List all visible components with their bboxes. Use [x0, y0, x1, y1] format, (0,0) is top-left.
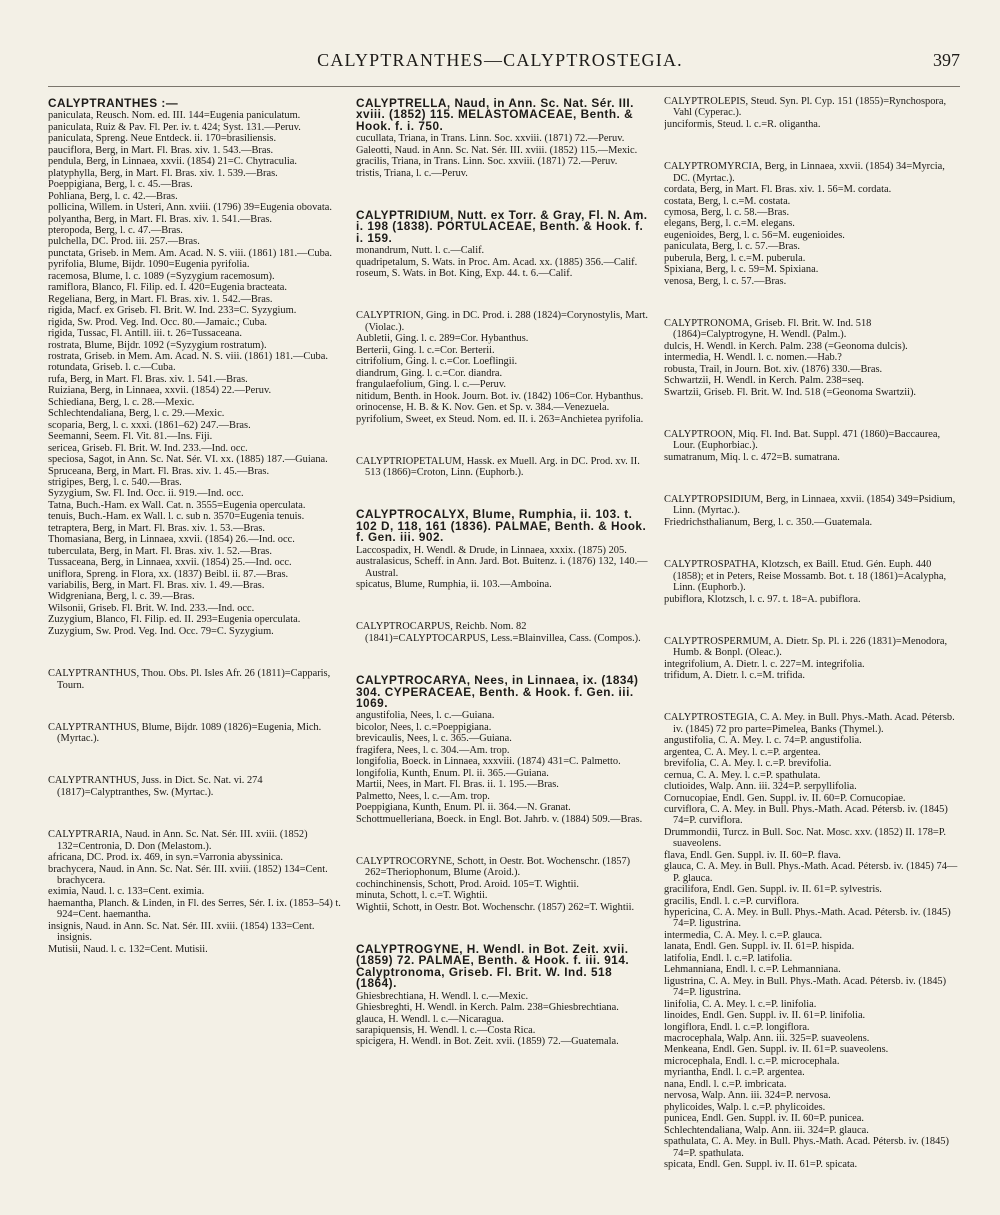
index-entry: Thomasiana, Berg, in Linnaea, xxvii. (1854) 26.—Ind. occ.	[48, 534, 295, 546]
index-entry: Galeotti, Naud. in Ann. Sc. Nat. Sér. III. xviii. (1852) 115.—Mexic.	[356, 144, 638, 156]
entry-spacer	[356, 435, 652, 445]
index-entry: Pohliana, Berg, l. c. 42.—Bras.	[48, 190, 178, 202]
index-entry: spathulata, C. A. Mey. in Bull. Phys.-Math. Acad. Pétersb. iv. (1845) 74=P. spathulata.	[664, 1136, 949, 1159]
index-entry: Martii, Nees, in Mart. Fl. Bras. ii. 1. 195.—Bras.	[356, 779, 559, 791]
index-entry: pauciflora, Berg, in Mart. Fl. Bras. xiv. 1. 543.—Bras.	[48, 144, 274, 156]
index-entry: Wightii, Schott, in Oestr. Bot. Wochenschr. (1857) 262=T. Wightii.	[356, 901, 635, 913]
index-entry: monandrum, Nutt. l. c.—Calif.	[356, 245, 485, 257]
index-entry: citrifolium, Ging. l. c.=Cor. Loeflingii.	[356, 356, 518, 368]
index-entry: Poeppigiana, Kunth, Enum. Pl. ii. 364.—N. Granat.	[356, 802, 571, 814]
genus-heading: CALYPTROCARYA, Nees, in Linnaea, ix. (1834) 304. CYPERACEAE, Benth. & Hook. f. Gen. iii. 1069.	[356, 673, 639, 710]
index-entry: eximia, Naud. l. c. 133=Cent. eximia.	[48, 886, 205, 898]
entry-spacer	[48, 701, 344, 711]
index-entry: glauca, C. A. Mey. in Bull. Phys.-Math. Acad. Pétersb. iv. (1845) 74—P. glauca.	[664, 861, 958, 884]
index-entry: gracilis, Triana, in Trans. Linn. Soc. xxviii. (1871) 72.—Peruv.	[356, 156, 618, 168]
index-entry: quadripetalum, S. Wats. in Proc. Am. Acad. xx. (1885) 356.—Calif.	[356, 256, 638, 268]
index-entry: nana, Endl. l. c.=P. imbricata.	[664, 1078, 787, 1090]
index-entry: Widgreniana, Berg, l. c. 39.—Bras.	[48, 591, 195, 603]
entry-spacer	[356, 190, 652, 200]
index-entry: longifolia, Boeck. in Linnaea, xxxviii. (1874) 431=C. Palmetto.	[356, 756, 621, 768]
index-entry: curviflora, C. A. Mey. in Bull. Phys.-Math. Acad. Pétersb. iv. (1845) 74=P. curviflora.	[664, 803, 948, 827]
genus-heading: CALYPTRANTHES :—	[48, 96, 179, 110]
index-entry: fragifera, Nees, l. c. 304.—Am. trop.	[356, 744, 510, 756]
index-entry: paniculata, Spreng. Neue Entdeck. ii. 170=brasiliensis.	[48, 133, 277, 145]
index-entry: diandrum, Ging. l. c.=Cor. diandra.	[356, 367, 503, 379]
index-entry: rotundata, Griseb. l. c.—Cuba.	[48, 362, 176, 374]
index-entry: Spruceana, Berg, in Mart. Fl. Bras. xiv. 1. 45.—Bras.	[48, 465, 270, 477]
index-entry: polyantha, Berg, in Mart. Fl. Bras. xiv. 1. 541.—Bras.	[48, 213, 272, 225]
index-entry: spicata, Endl. Gen. Suppl. iv. II. 61=P. spicata.	[664, 1159, 858, 1170]
entry-spacer	[664, 692, 960, 702]
entry-spacer	[356, 655, 652, 665]
page-number: 397	[933, 50, 960, 70]
index-entry: rigida, Sw. Prod. Veg. Ind. Occ. 80.—Jamaic.; Cuba.	[48, 316, 268, 328]
index-entry: lanata, Endl. Gen. Suppl. iv. II. 61=P. hispida.	[664, 941, 855, 953]
index-entry: nervosa, Walp. Ann. iii. 324=P. nervosa.	[664, 1090, 831, 1102]
index-entry: CALYPTRARIA, Naud. in Ann. Sc. Nat. Sér. III. xviii. (1852) 132=Centronia, D. Don (Melastom.).	[48, 829, 308, 852]
index-entry: tetraptera, Berg, in Mart. Fl. Bras. xiv. 1. 53.—Bras.	[48, 522, 266, 534]
index-entry: Aubletii, Ging. l. c. 289=Cor. Hybanthus.	[356, 333, 529, 345]
index-entry: Tatna, Buch.-Ham. ex Wall. Cat. n. 3555=Eugenia operculata.	[48, 499, 306, 511]
index-entry: Poeppigiana, Berg, l. c. 45.—Bras.	[48, 179, 193, 191]
index-entry: Palmetto, Nees, l. c.—Am. trop.	[356, 790, 490, 802]
index-entry: Swartzii, Griseb. Fl. Brit. W. Ind. 518 (=Geonoma Swartzii).	[664, 386, 917, 398]
index-entry: Zuzygium, Sw. Prod. Veg. Ind. Occ. 79=C. Syzygium.	[48, 625, 274, 637]
index-entry: eugenioides, Berg, l. c. 56=M. eugenioides.	[664, 229, 845, 241]
entry-spacer	[664, 539, 960, 549]
index-entry: CALYPTROLEPIS, Steud. Syn. Pl. Cyp. 151 (1855)=Rynchospora, Vahl (Cyperac.).	[664, 96, 947, 119]
index-entry: Ruiziana, Berg, in Linnaea, xxvii. (1854) 22.—Peruv.	[48, 385, 272, 397]
index-entry: Regeliana, Berg, in Mart. Fl. Bras. xiv. 1. 542.—Bras.	[48, 293, 273, 305]
index-entry: rostrata, Blume, Bijdr. 1092 (=Syzygium rostratum).	[48, 339, 267, 351]
index-entry: variabilis, Berg, in Mart. Fl. Bras. xiv. 1. 49.—Bras.	[48, 580, 265, 592]
index-entry: angustifolia, C. A. Mey. l. c. 74=P. angustifolia.	[664, 735, 862, 747]
index-entry: brevicaulis, Nees, l. c. 365.—Guiana.	[356, 733, 512, 745]
index-entry: rigida, Tussac, Fl. Antill. iii. t. 26=Tussaceana.	[48, 328, 242, 340]
index-entry: Tussaceana, Berg, in Linnaea, xxvii. (1854) 25.—Ind. occ.	[48, 557, 292, 569]
index-entry: pyrifolia, Blume, Bijdr. 1090=Eugenia pyrifolia.	[48, 259, 250, 271]
entry-spacer	[356, 489, 652, 499]
index-entry: intermedia, C. A. Mey. l. c.=P. glauca.	[664, 929, 823, 941]
index-entry: haemantha, Planch. & Linden, in Fl. des Serres, Sér. I. ix. (1853–54) t. 924=Cent. haemantha.	[48, 897, 341, 921]
index-entry: elegans, Berg, l. c.=M. elegans.	[664, 218, 795, 230]
index-entry: Ghiesbreghti, H. Wendl. in Kerch. Palm. 238=Ghiesbrechtiana.	[356, 1002, 619, 1014]
index-entry: Schlechtendaliana, Walp. Ann. iii. 324=P. glauca.	[664, 1124, 869, 1136]
entry-spacer	[664, 408, 960, 418]
index-entry: platyphylla, Berg, in Mart. Fl. Bras. xiv. 1. 539.—Bras.	[48, 167, 278, 179]
index-entry: intermedia, H. Wendl. l. c. nomen.—Hab.?	[664, 352, 842, 364]
index-entry: Spixiana, Berg, l. c. 59=M. Spixiana.	[664, 264, 819, 276]
index-entry: costata, Berg, l. c.=M. costata.	[664, 195, 791, 207]
index-entry: punctata, Griseb. in Mem. Am. Acad. N. S. viii. (1861) 181.—Cuba.	[48, 247, 332, 259]
index-entry: minuta, Schott, l. c.=T. Wightii.	[356, 890, 488, 902]
entry-spacer	[356, 835, 652, 845]
genus-heading: CALYPTRELLA, Naud, in Ann. Sc. Nat. Sér. III. xviii. (1852) 115. MELASTOMACEAE, Benth. & Hook. f. i. 750.	[356, 96, 634, 133]
index-entry: spicatus, Blume, Rumphia, ii. 103.—Amboina.	[356, 579, 552, 591]
genus-heading: CALYPTROCALYX, Blume, Rumphia, ii. 103. t. 102 D, 118, 161 (1836). PALMAE, Benth. & Hook. f. Gen. iii. 902.	[356, 507, 647, 545]
index-entry: rostrata, Griseb. in Mem. Am. Acad. N. S. viii. (1861) 181.—Cuba.	[48, 350, 328, 362]
index-entry: rigida, Macf. ex Griseb. Fl. Brit. W. Ind. 233=C. Syzygium.	[48, 305, 297, 317]
index-entry: scoparia, Berg, l. c. xxxi. (1861–62) 247.—Bras.	[48, 419, 251, 431]
index-entry: pollicina, Willem. in Usteri, Ann. xviii. (1796) 39=Eugenia obovata.	[48, 202, 333, 214]
index-entry: frangulaefolium, Ging. l. c.—Peruv.	[356, 379, 506, 391]
index-entry: gracilis, Endl. l. c.=P. curviflora.	[664, 895, 800, 907]
entry-spacer	[356, 290, 652, 300]
index-entry: cordata, Berg, in Mart. Fl. Bras. xiv. 1. 56=M. cordata.	[664, 184, 892, 196]
index-entry: CALYPTROMYRCIA, Berg, in Linnaea, xxvii. (1854) 34=Myrcia, DC. (Myrtac.).	[664, 161, 945, 184]
index-entry: Ghiesbrechtiana, H. Wendl. l. c.—Mexic.	[356, 990, 529, 1002]
index-entry: CALYPTROON, Miq. Fl. Ind. Bat. Suppl. 471 (1860)=Baccaurea, Lour. (Euphorbiac.).	[664, 428, 941, 452]
index-entry: pubiflora, Klotzsch, l. c. 97. t. 18=A. pubiflora.	[664, 593, 861, 605]
index-entry: CALYPTROSTEGIA, C. A. Mey. in Bull. Phys.-Math. Acad. Pétersb. iv. (1845) 72 pro parte=Pimelea, Banks (Thymel.).	[664, 712, 955, 735]
index-entry: racemosa, Blume, l. c. 1089 (=Syzygium racemosum).	[48, 270, 275, 282]
index-entry: brevifolia, C. A. Mey. l. c.=P. brevifolia.	[664, 758, 832, 770]
index-entry: CALYPTROSPATHA, Klotzsch, ex Baill. Etud. Gén. Euph. 440 (1858); et in Peters, Reise Mossamb. Bot. t. 18 (1861)=Acalypha, Linn. (Euphorb.).	[664, 559, 947, 594]
index-entry: flava, Endl. Gen. Suppl. iv. II. 60=P. flava.	[664, 849, 841, 861]
index-entry: tristis, Triana, l. c.—Peruv.	[356, 167, 468, 179]
index-entry: cochinchinensis, Schott, Prod. Aroid. 105=T. Wightii.	[356, 878, 579, 890]
index-entry: insignis, Naud. in Ann. Sc. Nat. Sér. III. xviii. (1854) 133=Cent. insignis.	[48, 920, 315, 944]
index-entry: Mutisii, Naud. l. c. 132=Cent. Mutisii.	[48, 943, 208, 955]
index-entry: Cornucopiae, Endl. Gen. Suppl. iv. II. 60=P. Cornucopiae.	[664, 792, 906, 804]
index-entry: integrifolium, A. Dietr. l. c. 227=M. integrifolia.	[664, 658, 865, 670]
index-entry: tuberculata, Berg, in Mart. Fl. Bras. xiv. 1. 52.—Bras.	[48, 545, 272, 557]
index-entry: Schottmuelleriana, Boeck. in Engl. Bot. Jahrb. v. (1884) 509.—Bras.	[356, 813, 643, 825]
entry-spacer	[664, 474, 960, 484]
genus-heading: CALYPTROGYNE, H. Wendl. in Bot. Zeit. xvii. (1859) 72. PALMAE, Benth. & Hook. f. iii. 914. Calyptronoma, Griseb. Fl. Brit. W. Ind. 518 (1864).	[356, 941, 630, 991]
index-entry: africana, DC. Prod. ix. 469, in syn.=Varronia abyssinica.	[48, 852, 283, 864]
index-entry: Schwartzii, H. Wendl. in Kerch. Palm. 238=seq.	[664, 375, 864, 387]
index-entry: clutioides, Walp. Ann. iii. 324=P. serpyllifolia.	[664, 781, 857, 793]
index-entry: Friedrichsthalianum, Berg, l. c. 350.—Guatemala.	[664, 516, 873, 528]
index-entry: gracilifora, Endl. Gen. Suppl. iv. II. 61=P. sylvestris.	[664, 884, 882, 896]
entry-spacer	[356, 601, 652, 611]
index-entry: trifidum, A. Dietr. l. c.=M. trifida.	[664, 670, 805, 682]
index-entry: microcephala, Endl. l. c.=P. microcephala.	[664, 1055, 840, 1067]
index-entry: CALYPTROCORYNE, Schott, in Oestr. Bot. Wochenschr. (1857) 262=Theriophonum, Blume (Aroid.).	[356, 855, 631, 879]
entry-spacer	[48, 809, 344, 819]
header-rule	[48, 86, 960, 87]
entry-spacer	[48, 755, 344, 765]
index-entry: CALYPTRANTHUS, Thou. Obs. Pl. Isles Afr. 26 (1811)=Capparis, Tourn.	[48, 668, 331, 691]
index-entry: paniculata, Reusch. Nom. ed. III. 144=Eugenia paniculatum.	[48, 110, 301, 122]
index-entry: paniculata, Berg, l. c. 57.—Bras.	[664, 241, 801, 253]
index-entry: CALYPTROPSIDIUM, Berg, in Linnaea, xxvii. (1854) 349=Psidium, Linn. (Myrtac.).	[664, 494, 956, 517]
index-entry: sumatranum, Miq. l. c. 472=B. sumatrana.	[664, 451, 840, 463]
index-entry: Wilsonii, Griseb. Fl. Brit. W. Ind. 233.—Ind. occ.	[48, 602, 255, 614]
index-entry: ligustrina, C. A. Mey. in Bull. Phys.-Math. Acad. Pétersb. iv. (1845) 74=P. ligustrina.	[664, 975, 947, 999]
index-entry: latifolia, Endl. l. c.=P. latifolia.	[664, 952, 793, 964]
entry-spacer	[356, 923, 652, 933]
index-entry: dulcis, H. Wendl. in Kerch. Palm. 238 (=Geonoma dulcis).	[664, 340, 908, 352]
entry-spacer	[664, 615, 960, 625]
index-entry: CALYPTROCARPUS, Reichb. Nom. 82 (1841)=CALYPTOCARPUS, Less.=Blainvillea, Cass. (Compos.).	[356, 621, 641, 644]
index-entry: glauca, H. Wendl. l. c.—Nicaragua.	[356, 1013, 504, 1025]
index-entry: pendula, Berg, in Linnaea, xxvii. (1854) 21=C. Chytraculia.	[48, 156, 297, 168]
index-entry: bicolor, Nees, l. c.=Poeppigiana.	[356, 721, 492, 733]
index-entry: longiflora, Endl. l. c.=P. longiflora.	[664, 1021, 810, 1033]
running-head: CALYPTRANTHES—CALYPTROSTEGIA.	[317, 50, 683, 70]
index-entry: CALYPTRANTHUS, Blume, Bijdr. 1089 (1826)=Eugenia, Mich. (Myrtac.).	[48, 721, 322, 745]
index-entry: nitidum, Benth. in Hook. Journ. Bot. iv. (1842) 106=Cor. Hybanthus.	[356, 390, 644, 402]
index-entry: myriantha, Endl. l. c.=P. argentea.	[664, 1067, 805, 1079]
index-entry: venosa, Berg, l. c. 57.—Bras.	[664, 275, 787, 287]
index-entry: Berterii, Ging. l. c.=Cor. Berterii.	[356, 344, 495, 356]
index-entry: Zuzygium, Blanco, Fl. Filip. ed. II. 293=Eugenia operculata.	[48, 614, 301, 626]
index-entry: Menkeana, Endl. Gen. Suppl. iv. II. 61=P. suaveolens.	[664, 1044, 889, 1056]
index-entry: spicigera, H. Wendl. in Bot. Zeit. xvii. (1859) 72.—Guatemala.	[356, 1036, 619, 1048]
column-right	[664, 96, 960, 1206]
index-entry: hypericina, C. A. Mey. in Bull. Phys.-Math. Acad. Pétersb. iv. (1845) 74=P. ligustrina.	[664, 907, 951, 930]
index-entry: brachycera, Naud. in Ann. Sc. Nat. Sér. III. xviii. (1852) 134=Cent. brachycera.	[48, 863, 328, 886]
genus-heading: CALYPTRIDIUM, Nutt. ex Torr. & Gray, Fl. N. Am. i. 198 (1838). PORTULACEAE, Benth. & Hook. f. i. 159.	[356, 207, 648, 245]
index-entry: Schlechtendaliana, Berg, l. c. 29.—Mexic.	[48, 408, 225, 420]
index-entry: australasicus, Scheff. in Ann. Jard. Bot. Buitenz. i. (1876) 132, 140.—Austral.	[356, 556, 648, 579]
index-entry: CALYPTRANTHUS, Juss. in Dict. Sc. Nat. vi. 274 (1817)=Calyptranthes, Sw. (Myrtac.).	[48, 775, 263, 798]
text-columns	[48, 96, 960, 1206]
index-entry: pteropoda, Berg, l. c. 47.—Bras.	[48, 224, 183, 236]
index-entry: CALYPTRIOPETALUM, Hassk. ex Muell. Arg. in DC. Prod. xv. II. 513 (1866)=Croton, Linn. (Euphorb.).	[356, 455, 640, 479]
index-entry: robusta, Trail, in Journ. Bot. xiv. (1876) 330.—Bras.	[664, 363, 883, 375]
index-entry: Schiediana, Berg, l. c. 28.—Mexic.	[48, 396, 195, 408]
index-entry: ramiflora, Blanco, Fl. Filip. ed. I. 420=Eugenia bracteata.	[48, 282, 287, 294]
entry-spacer	[664, 141, 960, 151]
index-entry: linoides, Endl. Gen. Suppl. iv. II. 61=P. linifolia.	[664, 1010, 866, 1022]
index-entry: orinocense, H. B. & K. Nov. Gen. et Sp. v. 384.—Venezuela.	[356, 402, 610, 414]
index-entry: longifolia, Kunth, Enum. Pl. ii. 365.—Guiana.	[356, 767, 549, 779]
index-entry: roseum, S. Wats. in Bot. King, Exp. 44. t. 6.—Calif.	[356, 268, 573, 280]
index-entry: Drummondii, Turcz. in Bull. Soc. Nat. Mosc. xxv. (1852) II. 178=P. suaveolens.	[664, 826, 946, 850]
index-entry: argentea, C. A. Mey. l. c.=P. argentea.	[664, 746, 821, 758]
index-entry: uniflora, Spreng. in Flora, xx. (1837) Beibl. ii. 87.—Bras.	[48, 568, 289, 580]
index-entry: puberula, Berg, l. c.=M. puberula.	[664, 252, 806, 264]
column-left	[48, 96, 344, 1206]
column-middle	[356, 96, 652, 1206]
index-entry: punicea, Endl. Gen. Suppl. iv. II. 60=P. punicea.	[664, 1113, 864, 1125]
index-entry: cymosa, Berg, l. c. 58.—Bras.	[664, 206, 790, 218]
index-entry: phylicoides, Walp. l. c.=P. phylicoides.	[664, 1101, 826, 1113]
index-entry: CALYPTROSPERMUM, A. Dietr. Sp. Pl. i. 226 (1831)=Menodora, Humb. & Bonpl. (Oleac.).	[664, 635, 948, 659]
index-entry: rufa, Berg, in Mart. Fl. Bras. xiv. 1. 541.—Bras.	[48, 373, 248, 385]
index-entry: CALYPTRONOMA, Griseb. Fl. Brit. W. Ind. 518 (1864)=Calyptrogyne, H. Wendl. (Palm.).	[664, 317, 872, 341]
index-entry: pyrifolium, Sweet, ex Steud. Nom. ed. II. i. 263=Anchietea pyrifolia.	[356, 413, 644, 425]
index-entry: Laccospadix, H. Wendl. & Drude, in Linnaea, xxxix. (1875) 205.	[356, 544, 627, 556]
index-entry: linifolia, C. A. Mey. l. c.=P. linifolia.	[664, 998, 817, 1010]
index-entry: Seemanni, Seem. Fl. Vit. 81.—Ins. Fiji.	[48, 431, 213, 443]
index-entry: cernua, C. A. Mey. l. c.=P. spathulata.	[664, 769, 821, 781]
index-entry: paniculata, Ruiz & Pav. Fl. Per. iv. t. 424; Syst. 131.—Peruv.	[48, 121, 301, 133]
index-entry: Syzygium, Sw. Fl. Ind. Occ. ii. 919.—Ind. occ.	[48, 488, 244, 500]
index-entry: strigipes, Berg, l. c. 540.—Bras.	[48, 476, 182, 488]
index-entry: CALYPTRION, Ging. in DC. Prod. i. 288 (1824)=Corynostylis, Mart. (Violac.).	[356, 310, 649, 333]
entry-spacer	[48, 648, 344, 658]
index-entry: cucullata, Triana, in Trans. Linn. Soc. xxviii. (1871) 72.—Peruv.	[356, 133, 625, 145]
entry-spacer	[664, 298, 960, 308]
index-entry: speciosa, Sagot, in Ann. Sc. Nat. Sér. VI. xx. (1885) 187.—Guiana.	[48, 454, 328, 466]
index-entry: sarapiquensis, H. Wendl. l. c.—Costa Rica.	[356, 1024, 536, 1036]
index-entry: pulchella, DC. Prod. iii. 257.—Bras.	[48, 236, 200, 248]
index-entry: angustifolia, Nees, l. c.—Guiana.	[356, 710, 495, 722]
index-entry: macrocephala, Walp. Ann. iii. 325=P. suaveolens.	[664, 1033, 870, 1045]
index-entry: sericea, Griseb. Fl. Brit. W. Ind. 233.—Ind. occ.	[48, 442, 248, 454]
index-entry: Lehmanniana, Endl. l. c.=P. Lehmanniana.	[664, 964, 841, 976]
index-entry: junciformis, Steud. l. c.=R. oligantha.	[664, 118, 821, 130]
page-header	[0, 50, 1000, 80]
index-entry: tenuis, Buch.-Ham. ex Wall. l. c. sub n. 3570=Eugenia tenuis.	[48, 511, 305, 523]
